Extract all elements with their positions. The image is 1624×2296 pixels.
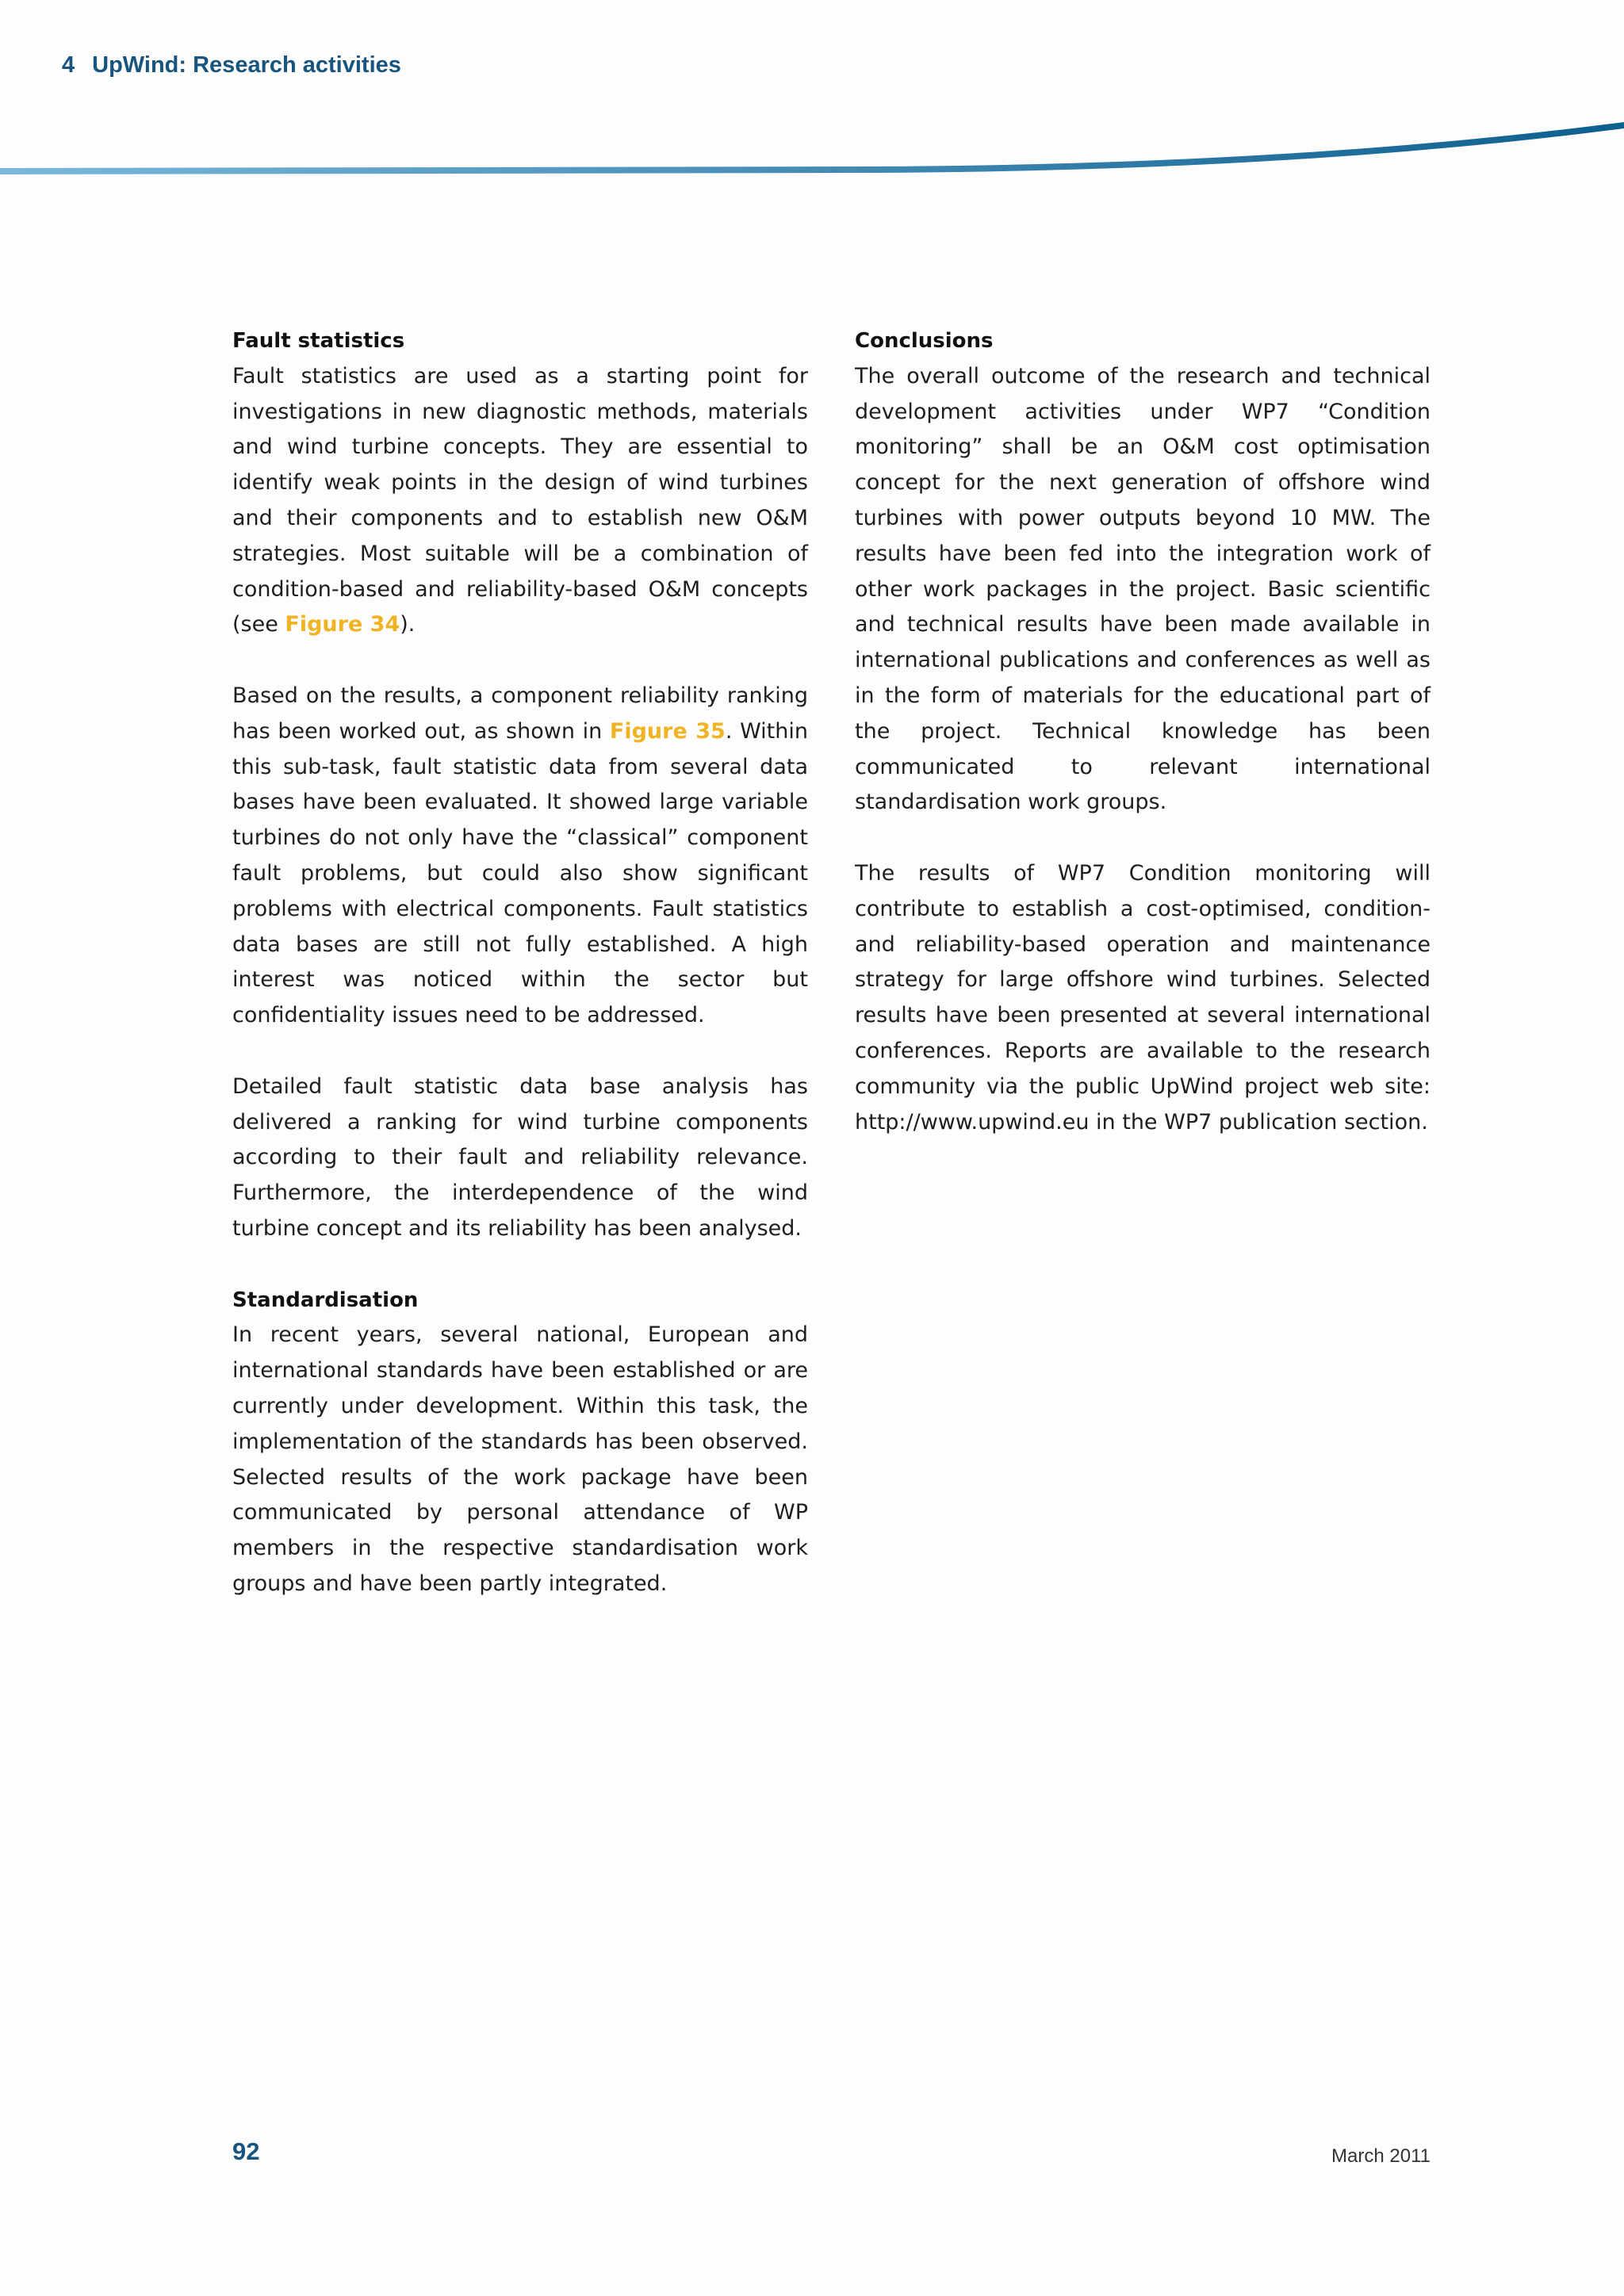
- fault-statistics-paragraph-3: Detailed fault statistic data base analysis has delivered a ranking for wind turbine components according to their fault and reliability relevance. Furthermore, the interdependence of the wind turbine concept and its reliability has been analysed.: [232, 1073, 808, 1241]
- header-swoosh-decoration: [0, 103, 1624, 190]
- conclusions-paragraph-1: The overall outcome of the research and technical development activities under WP7 “Condition monitoring” shall be an O&M cost optimisation concept for the next generation of offshore wind turbines with power outputs beyond 10 MW. The results have been fed into the integration work of other work packages in the project. Basic scientific and technical results have been made available in international publications and conferences as well as in the form of materials for the educational part of the project. Technical knowledge has been communicated to relevant international standardisation work groups.: [855, 363, 1431, 815]
- chapter-header: [62, 52, 401, 78]
- left-column: [232, 323, 808, 1637]
- figure-35-link[interactable]: Figure 35: [609, 718, 726, 744]
- standardisation-heading: Standardisation: [232, 1288, 419, 1312]
- standardisation-paragraph: In recent years, several national, European and international standards have been established or are currently under development. Within this task, the implementation of the standards has been observed. Selected results of the work package have been communicated by personal attendance of WP members in the respective standardisation work groups and have been partly integrated.: [232, 1322, 808, 1596]
- page-number: 92: [232, 2137, 260, 2165]
- fault-statistics-paragraph-1: Fault statistics are used as a starting point for investigations in new diagnostic methods, materials and wind turbine concepts. They are essential to identify weak points in the design of wind turbines and their components and to establish new O&M strategies. Most suitable will be a combination of condition-based and reliability-based O&M concepts (see Figure 34).: [232, 363, 808, 637]
- footer-date: March 2011: [1331, 2145, 1431, 2167]
- conclusions-heading: Conclusions: [855, 329, 994, 353]
- fault-statistics-heading: Fault statistics: [232, 329, 405, 353]
- fault-statistics-paragraph-2: Based on the results, a component reliability ranking has been worked out, as shown in Figure 35. Within this sub-task, fault statistic data from several data bases have been evaluated. It showed large variable turbines do not only have the “classical” component fault problems, but could also show significant problems with electrical components. Fault statistics data bases are still not fully established. A high interest was noticed within the sector but confidentiality issues need to be addressed.: [232, 683, 808, 1028]
- chapter-number: 4: [62, 52, 75, 78]
- figure-34-link[interactable]: Figure 34: [285, 612, 400, 637]
- right-column: [855, 323, 1431, 1176]
- conclusions-paragraph-2: The results of WP7 Condition monitoring will contribute to establish a cost-optimised, condition- and reliability-based operation and maintenance strategy for large offshore wind turbines. Selected results have been presented at several international conferences. Reports are available to the research community via the public UpWind project web site: http://www.upwind.eu in the WP7 publication section.: [855, 860, 1431, 1135]
- chapter-title: UpWind: Research activities: [92, 52, 401, 78]
